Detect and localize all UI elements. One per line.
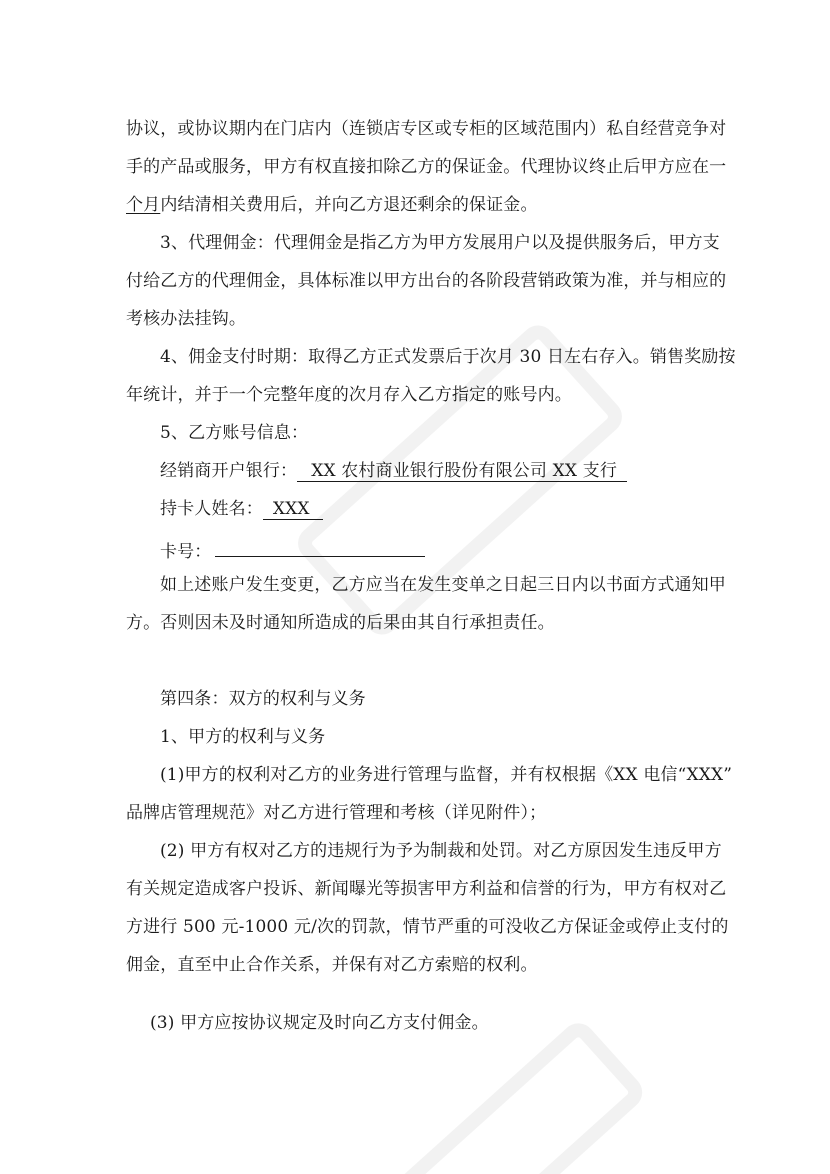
paragraph-line: 方。否则因未及时通知所造成的后果由其自行承担责任。 (126, 613, 555, 633)
paragraph-line: 品牌店管理规范》对乙方进行管理和考核（详见附件）； (126, 803, 547, 823)
paragraph-line: 考核办法挂钩。 (126, 309, 247, 329)
paragraph-line: 有关规定造成客户投诉、新闻曝光等损害甲方利益和信誉的行为，甲方有权对乙 (126, 879, 727, 899)
underlined-term: 个月 (126, 195, 161, 215)
bank-label: 经销商开户银行： (160, 461, 298, 481)
paragraph-line: 佣金，直至中止合作关系，并保有对乙方索赔的权利。 (126, 955, 538, 975)
paragraph-line: 年统计，并于一个完整年度的次月存入乙方指定的账号内。 (126, 385, 572, 405)
paragraph-line: 如上述账户发生变更，乙方应当在发生变单之日起三日内以书面方式通知甲 (160, 575, 726, 595)
paragraph-line (126, 194, 538, 216)
paragraph-text: 内结清相关费用后，并向乙方退还剩余的保证金。 (160, 195, 538, 215)
bank-row (160, 460, 627, 482)
holder-label: 持卡人姓名： (160, 499, 263, 519)
paragraph-line: 付给乙方的代理佣金，具体标准以甲方出台的各阶段营销政策为准，并与相应的 (126, 271, 727, 291)
clause-5-heading: 5、乙方账号信息： (160, 423, 309, 443)
clause-4-heading: 4、佣金支付时期：取得乙方正式发票后于次月 30 日左右存入。销售奖励按 (160, 347, 736, 367)
item-2-line: (2) 甲方有权对乙方的违规行为予为制裁和处罚。对乙方原因发生违反甲方 (160, 841, 722, 861)
article-4-heading: 第四条：双方的权利与义务 (160, 689, 366, 709)
section-1-heading: 1、甲方的权利与义务 (160, 727, 326, 747)
card-label: 卡号： (160, 542, 212, 562)
holder-value: XXX (263, 499, 323, 520)
clause-3-heading: 3、代理佣金：代理佣金是指乙方为甲方发展用户以及提供服务后，甲方支 (160, 233, 720, 253)
card-row (160, 536, 425, 563)
item-1-line: (1)甲方的权利对乙方的业务进行管理与监督，并有权根据《XX 电信“XXX” (160, 765, 733, 785)
paragraph-line: 协议，或协议期内在门店内（连锁店专区或专柜的区域范围内）私自经营竞争对 (126, 119, 727, 139)
card-value (215, 536, 425, 557)
paragraph-line: 手的产品或服务，甲方有权直接扣除乙方的保证金。代理协议终止后甲方应在一 (126, 157, 727, 177)
paragraph-line: 方进行 500 元-1000 元/次的罚款，情节严重的可没收乙方保证金或停止支付的 (126, 917, 729, 937)
holder-row (160, 498, 323, 520)
bank-value: XX 农村商业银行股份有限公司 XX 支行 (297, 461, 627, 482)
item-3-line: (3) 甲方应按协议规定及时向乙方支付佣金。 (150, 1013, 489, 1033)
